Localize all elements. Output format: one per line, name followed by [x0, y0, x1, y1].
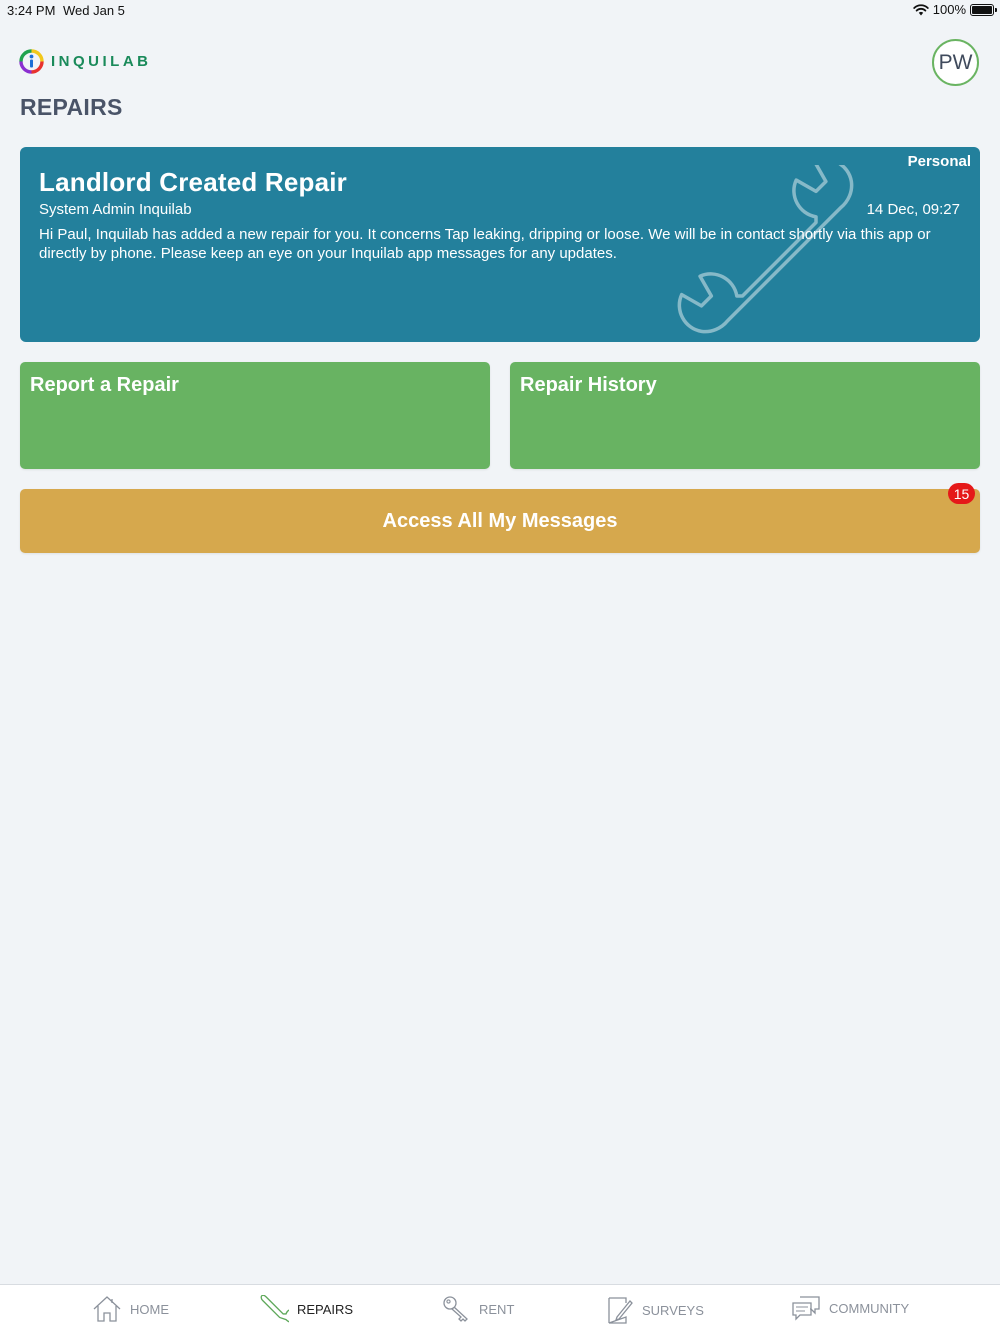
survey-icon	[606, 1295, 634, 1325]
logo-mark-icon	[19, 49, 44, 74]
key-icon	[441, 1295, 471, 1323]
messages-count-badge: 15	[948, 483, 975, 504]
access-messages-label: Access All My Messages	[382, 509, 618, 532]
status-bar	[0, 0, 1000, 22]
card-title: Landlord Created Repair	[39, 167, 347, 197]
status-date: Wed Jan 5	[63, 3, 125, 18]
card-date: 14 Dec, 09:27	[866, 201, 960, 218]
report-repair-button[interactable]	[20, 362, 490, 469]
avatar[interactable]	[932, 39, 979, 86]
battery-percent: 100%	[932, 2, 966, 17]
access-messages-button[interactable]	[20, 489, 980, 553]
card-tag: Personal	[907, 153, 971, 170]
tab-home[interactable]	[92, 1295, 169, 1323]
battery-icon	[970, 4, 994, 16]
status-time: 3:24 PM	[7, 3, 56, 18]
tab-rent[interactable]	[441, 1295, 514, 1323]
tab-rent-label: RENT	[479, 1301, 515, 1317]
tab-repairs[interactable]	[259, 1295, 353, 1323]
repair-history-button[interactable]	[510, 362, 980, 469]
repair-notification-card[interactable]	[20, 147, 980, 342]
home-icon	[92, 1295, 122, 1323]
card-sender: System Admin Inquilab	[39, 201, 192, 218]
status-right	[913, 2, 994, 17]
tab-community-label: COMMUNITY	[829, 1300, 910, 1316]
page-title: REPAIRS	[20, 94, 123, 120]
tab-surveys-label: SURVEYS	[642, 1302, 704, 1318]
tab-home-label: HOME	[130, 1301, 169, 1317]
report-repair-label: Report a Repair	[30, 374, 179, 396]
wrench-tab-icon	[259, 1295, 289, 1323]
tab-surveys[interactable]	[606, 1295, 704, 1325]
card-message: Hi Paul, Inquilab has added a new repair for you. It concerns Tap leaking, dripping or loose. We will be in contact shortly via this app or directly by phone. Please keep an eye on your Inquilab app messages for any updates.	[39, 226, 931, 262]
tab-community[interactable]	[791, 1295, 909, 1321]
avatar-initials: PW	[938, 50, 973, 74]
tab-bar	[0, 1284, 1000, 1334]
wifi-icon	[913, 4, 929, 16]
chat-icon	[791, 1295, 821, 1321]
logo-text: INQUILAB	[51, 53, 152, 70]
inquilab-logo	[19, 49, 152, 74]
repair-history-label: Repair History	[520, 374, 657, 396]
tab-repairs-label: REPAIRS	[297, 1301, 354, 1317]
